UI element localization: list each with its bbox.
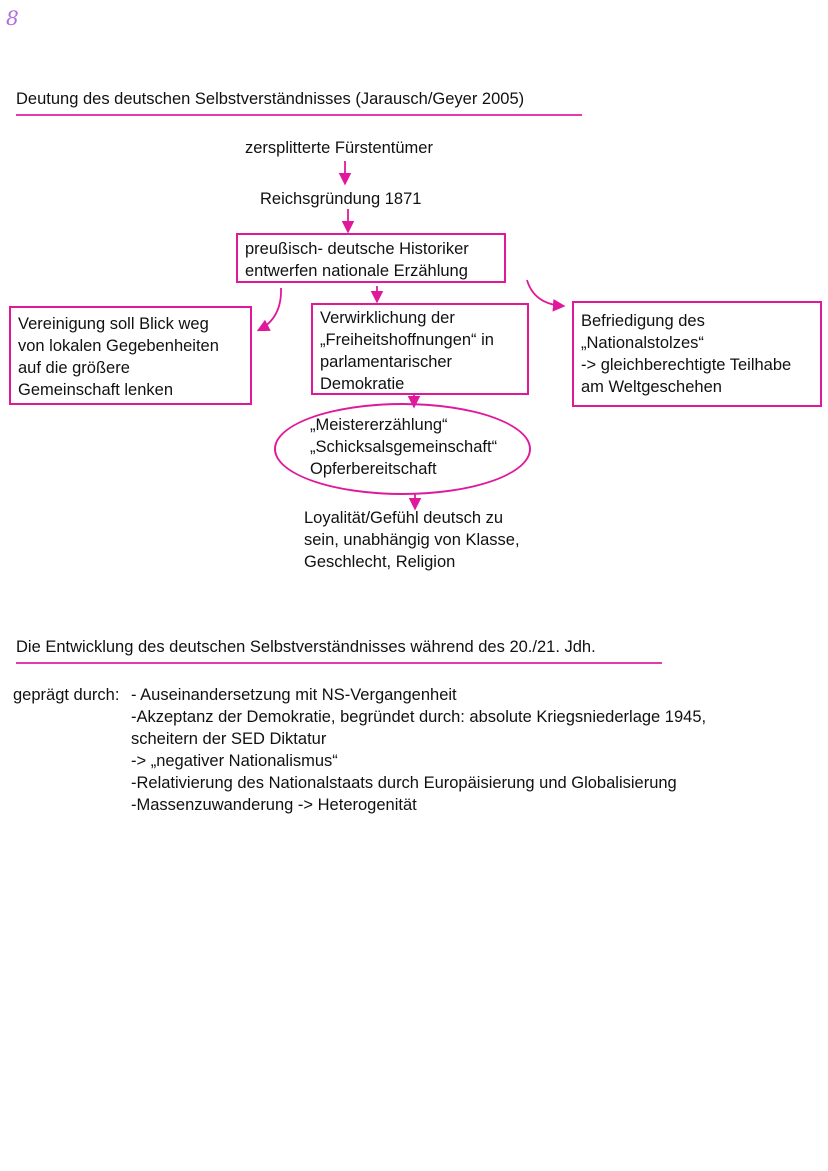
section-heading-development bbox=[16, 638, 662, 664]
ellipse-line: „Meistererzählung“ bbox=[310, 416, 448, 434]
box-line: auf die größere bbox=[18, 359, 130, 377]
flow-result-loyalty bbox=[304, 507, 520, 573]
arrow-central-left bbox=[259, 288, 281, 330]
page-number: 8 bbox=[6, 6, 19, 30]
heading-text: Die Entwicklung des deutschen Selbstverständnisses während des 20./21. Jdh. bbox=[16, 638, 596, 656]
heading-text: Deutung des deutschen Selbstverständnisses (Jarausch/Geyer 2005) bbox=[16, 90, 525, 108]
box-line: preußisch- deutsche Historiker bbox=[245, 240, 469, 258]
result-line: sein, unabhängig von Klasse, bbox=[304, 531, 520, 549]
arrow-central-right bbox=[527, 280, 563, 306]
result-line: Geschlecht, Religion bbox=[304, 553, 456, 571]
list-item: -Massenzuwanderung -> Heterogenität bbox=[131, 796, 417, 814]
box-line: Befriedigung des bbox=[581, 312, 705, 330]
box-line: Verwirklichung der bbox=[320, 309, 455, 327]
box-line: Vereinigung soll Blick weg bbox=[18, 315, 209, 333]
box-line: Gemeinschaft lenken bbox=[18, 381, 174, 399]
box-line: „Freiheitshoffnungen“ in bbox=[320, 331, 494, 349]
ellipse-line: Opferbereitschaft bbox=[310, 460, 437, 478]
list-item: -> „negativer Nationalismus“ bbox=[131, 752, 338, 770]
box-line: Demokratie bbox=[320, 375, 405, 393]
box-unification bbox=[9, 306, 252, 405]
list-item: scheitern der SED Diktatur bbox=[131, 730, 327, 748]
list-item: -Akzeptanz der Demokratie, begründet durch: absolute Kriegsniederlage 1945, bbox=[131, 708, 707, 726]
ellipse-line: „Schicksalsgemeinschaft“ bbox=[310, 438, 498, 456]
box-line: „Nationalstolzes“ bbox=[581, 334, 704, 352]
box-line: von lokalen Gegebenheiten bbox=[18, 337, 219, 355]
box-line: parlamentarischer bbox=[320, 353, 453, 371]
box-historians bbox=[236, 233, 506, 283]
flow-step-founding: Reichsgründung 1871 bbox=[260, 190, 422, 208]
ellipse-text bbox=[310, 414, 497, 480]
box-line: am Weltgeschehen bbox=[581, 378, 722, 396]
box-national-pride bbox=[572, 301, 822, 407]
flow-step-principalities: zersplitterte Fürstentümer bbox=[245, 139, 433, 157]
development-list bbox=[131, 684, 706, 816]
list-item: - Auseinandersetzung mit NS-Vergangenheit bbox=[131, 686, 457, 704]
result-line: Loyalität/Gefühl deutsch zu bbox=[304, 509, 504, 527]
box-freedom-hopes bbox=[311, 303, 529, 395]
shaped-by-label: geprägt durch: bbox=[13, 686, 120, 704]
box-line: -> gleichberechtigte Teilhabe bbox=[581, 356, 792, 374]
list-item: -Relativierung des Nationalstaats durch Europäisierung und Globalisierung bbox=[131, 774, 677, 792]
box-line: entwerfen nationale Erzählung bbox=[245, 262, 468, 280]
